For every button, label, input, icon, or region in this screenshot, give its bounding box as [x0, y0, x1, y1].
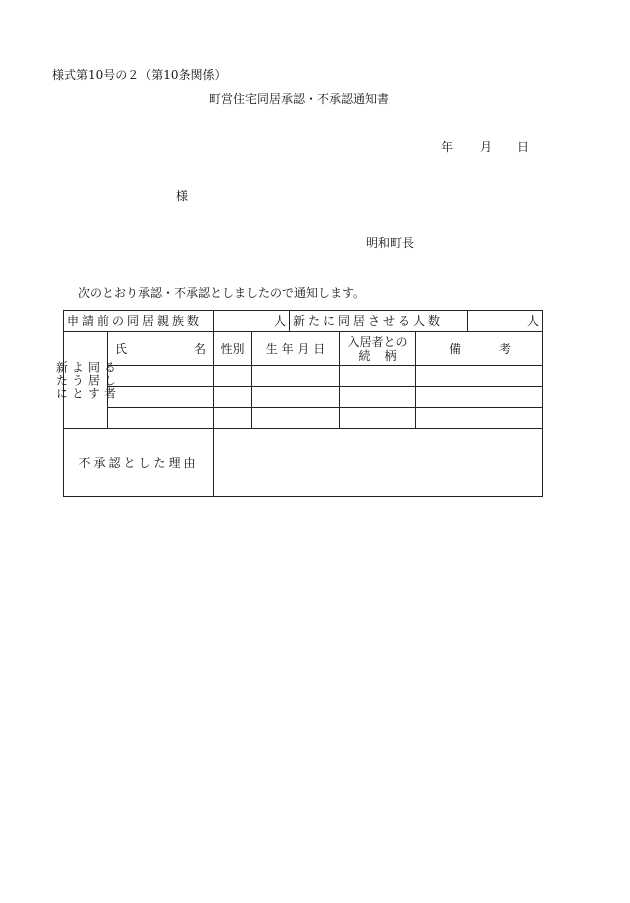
person-unit: 人 — [274, 314, 287, 328]
name-header-right: 名 — [194, 341, 207, 356]
remarks-header-left: 備 — [449, 341, 462, 356]
resident-relation-cell[interactable] — [340, 387, 416, 408]
resident-gender-cell[interactable] — [214, 366, 252, 387]
gender-header: 性別 — [214, 332, 252, 366]
resident-row — [64, 387, 543, 408]
relation-header — [340, 332, 416, 366]
resident-remarks-cell[interactable] — [416, 366, 543, 387]
vertical-label-col: 同居す — [86, 360, 101, 400]
resident-relation-cell[interactable] — [340, 366, 416, 387]
vertical-label-col: 新たに — [54, 360, 69, 400]
relation-header-bottom: 続柄 — [358, 348, 411, 363]
document-title: 町営住宅同居承認・不承認通知書 — [209, 92, 390, 106]
date-year-label: 年 — [441, 140, 454, 154]
resident-gender-cell[interactable] — [214, 408, 252, 429]
resident-name-cell[interactable] — [108, 366, 214, 387]
new-residents-label — [54, 332, 117, 429]
resident-row — [64, 408, 543, 429]
intro-text: 次のとおり承認・不承認としましたので通知します。 — [78, 286, 366, 300]
new-resident-count-field[interactable] — [468, 311, 543, 332]
resident-row — [64, 366, 543, 387]
vertical-label-col: ようと — [70, 360, 85, 400]
resident-birthdate-cell[interactable] — [252, 366, 340, 387]
prev-family-count-label: 申請前の同居親族数 — [64, 311, 214, 332]
remarks-header — [416, 332, 543, 366]
date-day-label: 日 — [517, 140, 530, 154]
resident-gender-cell[interactable] — [214, 387, 252, 408]
vertical-label-col: るし者 — [102, 360, 117, 400]
remarks-header-right: 考 — [499, 341, 512, 356]
issuer-name: 明和町長 — [366, 236, 415, 250]
new-resident-count-label: 新たに同居させる人数 — [290, 311, 468, 332]
resident-birthdate-cell[interactable] — [252, 408, 340, 429]
resident-relation-cell[interactable] — [340, 408, 416, 429]
resident-birthdate-cell[interactable] — [252, 387, 340, 408]
notification-form-table — [54, 310, 543, 497]
birthdate-header: 生 年 月 日 — [252, 332, 340, 366]
name-header-left: 氏 — [115, 341, 128, 356]
date-month-label: 月 — [480, 140, 493, 154]
resident-name-cell[interactable] — [108, 387, 214, 408]
rejection-reason-row — [64, 429, 543, 497]
person-unit: 人 — [527, 314, 540, 328]
rejection-reason-label: 不承認とした理由 — [64, 429, 214, 497]
name-header — [108, 332, 214, 366]
header-row — [64, 332, 543, 366]
family-count-row — [64, 311, 543, 332]
resident-remarks-cell[interactable] — [416, 387, 543, 408]
resident-remarks-cell[interactable] — [416, 408, 543, 429]
form-number: 様式第10号の２（第10条関係） — [52, 68, 227, 82]
relation-header-top: 入居者との — [347, 334, 408, 349]
prev-family-count-field[interactable] — [214, 311, 290, 332]
resident-name-cell[interactable] — [108, 408, 214, 429]
rejection-reason-field[interactable] — [214, 429, 543, 497]
addressee-honorific: 様 — [176, 189, 189, 203]
